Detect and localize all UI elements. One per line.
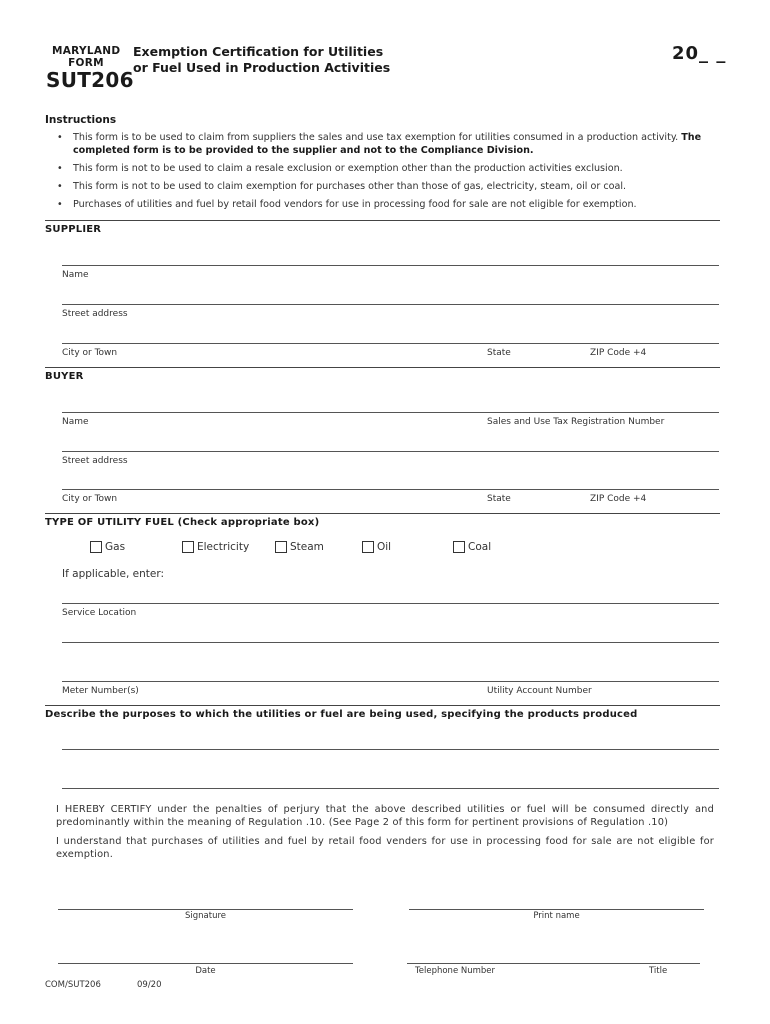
buyer-registration-label: Sales and Use Tax Registration Number (487, 417, 665, 427)
supplier-city-state-zip-field[interactable] (62, 343, 719, 344)
telephone-label: Telephone Number (415, 966, 496, 976)
buyer-zip-label: ZIP Code +4 (590, 494, 647, 504)
purposes-line-2[interactable] (62, 788, 719, 789)
supplier-zip-label: ZIP Code +4 (590, 348, 647, 358)
checkbox-oil[interactable] (362, 541, 391, 553)
service-location-label: Service Location (62, 608, 137, 618)
print-name-field[interactable] (409, 909, 704, 910)
checkbox-gas[interactable] (90, 541, 125, 553)
section-divider (45, 705, 720, 706)
checkbox-steam[interactable] (275, 541, 324, 553)
supplier-street-field[interactable] (62, 304, 719, 305)
meter-number-label: Meter Number(s) (62, 686, 139, 696)
checkbox-gas-box[interactable] (90, 541, 102, 553)
agency-label: MARYLAND FORM (52, 45, 121, 69)
date-label: Date (195, 966, 216, 976)
form-title-line1: Exemption Certification for Utilities (133, 44, 384, 59)
certification-paragraph: I HEREBY CERTIFY under the penalties of perjury that the above described utilities or fuel will be consumed directly and predominantly within the meaning of Regulation .10. (See Page 2 of this form for pertinent provisions of Regulation .10) (56, 804, 714, 828)
buyer-city-label: City or Town (62, 494, 118, 504)
supplier-street-label: Street address (62, 309, 128, 319)
checkbox-gas-label: Gas (105, 541, 126, 553)
buyer-state-label: State (487, 494, 511, 504)
purposes-heading: Describe the purposes to which the utilities or fuel are being used, specifying the products produced (45, 709, 638, 720)
buyer-name-label: Name (62, 417, 89, 427)
if-applicable-text: If applicable, enter: (62, 568, 165, 580)
checkbox-oil-label: Oil (377, 541, 392, 553)
buyer-name-field[interactable] (62, 412, 719, 413)
checkbox-electricity[interactable] (182, 541, 249, 553)
checkbox-oil-box[interactable] (362, 541, 374, 553)
instruction-item (53, 131, 713, 157)
instruction-item (53, 180, 713, 193)
signature-label: Signature (184, 911, 226, 921)
buyer-street-label: Street address (62, 456, 128, 466)
checkbox-coal-box[interactable] (453, 541, 465, 553)
supplier-name-field[interactable] (62, 265, 719, 266)
checkbox-coal[interactable] (453, 541, 491, 553)
supplier-name-label: Name (62, 270, 89, 280)
title-label: Title (649, 966, 668, 976)
meter-account-field[interactable] (62, 681, 719, 682)
telephone-title-field[interactable] (407, 963, 700, 964)
date-field[interactable] (58, 963, 353, 964)
instruction-item (53, 162, 713, 175)
section-divider (45, 513, 720, 514)
footer-form-code: COM/SUT206 (45, 980, 101, 990)
footer-revision: 09/20 (137, 980, 162, 990)
instruction-item (53, 198, 713, 211)
supplier-state-label: State (487, 348, 511, 358)
checkbox-steam-label: Steam (290, 541, 324, 553)
service-location-field[interactable] (62, 603, 719, 604)
instruction-text: This form is not to be used to claim exemption for purchases other than those of gas, electricity, steam, oil or coal. (73, 181, 627, 192)
checkbox-steam-box[interactable] (275, 541, 287, 553)
buyer-heading: BUYER (45, 371, 84, 382)
year-field[interactable]: 20_ _ (672, 43, 727, 64)
form-title-line2: or Fuel Used in Production Activities (133, 60, 391, 75)
checkbox-electricity-box[interactable] (182, 541, 194, 553)
instructions-heading: Instructions (45, 114, 117, 126)
understanding-paragraph: I understand that purchases of utilities and fuel by retail food venders for use in processing food for sale are not eligible for exemption. (56, 836, 714, 860)
print-name-label: Print name (533, 911, 580, 921)
section-divider (45, 367, 720, 368)
instructions-list (53, 131, 713, 216)
checkbox-electricity-label: Electricity (197, 541, 250, 553)
utility-account-label: Utility Account Number (487, 686, 592, 696)
service-location-extra-line[interactable] (62, 642, 719, 643)
instruction-text: This form is to be used to claim from suppliers the sales and use tax exemption for utilities consumed in a production activity. (73, 132, 679, 143)
signature-field[interactable] (58, 909, 353, 910)
section-divider (45, 220, 720, 221)
form-number: SUT206 (46, 68, 134, 92)
instruction-bold-text: The completed form is to be provided to the supplier and not to the Compliance Division. (73, 132, 702, 156)
buyer-street-field[interactable] (62, 451, 719, 452)
buyer-city-state-zip-field[interactable] (62, 489, 719, 490)
checkbox-coal-label: Coal (468, 541, 492, 553)
supplier-city-label: City or Town (62, 348, 118, 358)
supplier-heading: SUPPLIER (45, 224, 102, 235)
form-title (133, 44, 390, 76)
utility-heading: TYPE OF UTILITY FUEL (Check appropriate box) (45, 517, 320, 528)
instruction-text: This form is not to be used to claim a resale exclusion or exemption other than the production activities exclusion. (73, 163, 623, 174)
purposes-line-1[interactable] (62, 749, 719, 750)
instruction-text: Purchases of utilities and fuel by retail food vendors for use in processing food for sale are not eligible for exemption. (73, 199, 637, 210)
